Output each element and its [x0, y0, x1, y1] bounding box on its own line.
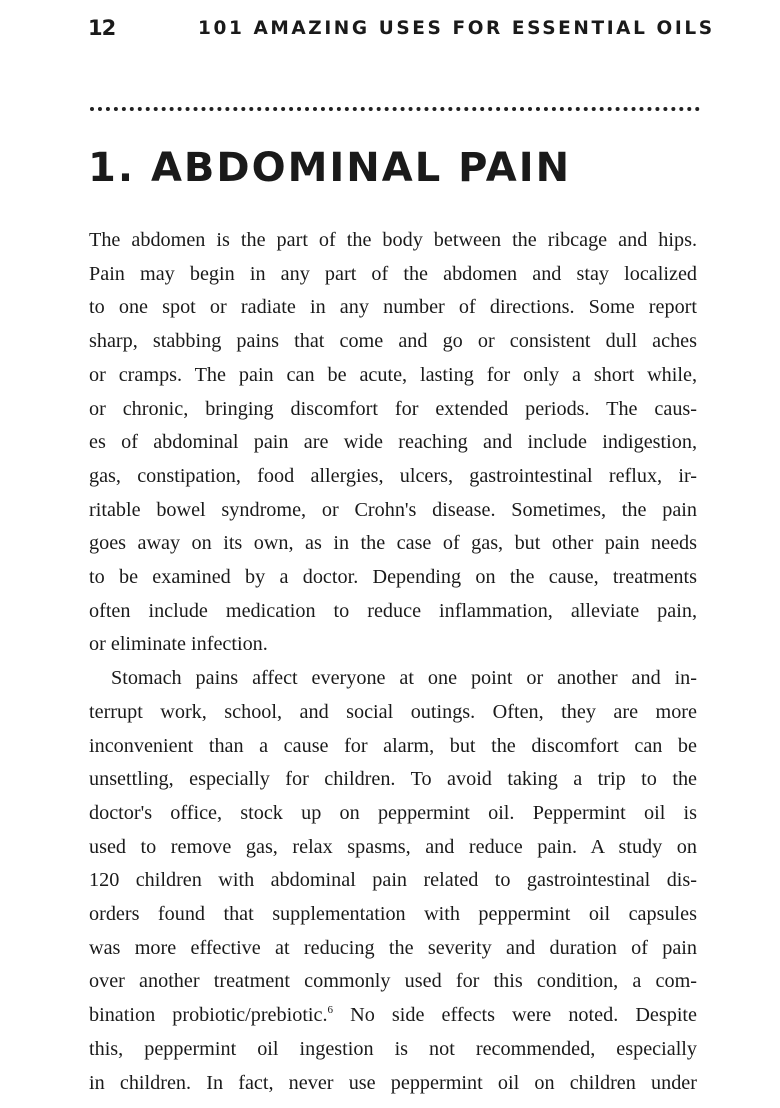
text-line: 120 children with abdominal pain related to gastrointestinal dis-: [89, 869, 697, 892]
text-line: sharp, stabbing pains that come and go or consistent dull aches: [89, 330, 697, 353]
text-line: unsettling, especially for children. To avoid taking a trip to the: [89, 768, 697, 791]
paragraph-1: [89, 224, 697, 662]
text-line: in children. In fact, never use peppermint oil on children under: [89, 1071, 697, 1094]
text-line: this, peppermint oil ingestion is not recommended, especially: [89, 1037, 697, 1060]
text-line: The abdomen is the part of the body between the ribcage and hips.: [89, 229, 697, 251]
book-title: 101 AMAZING USES FOR ESSENTIAL OILS: [198, 18, 715, 39]
body-text: [89, 224, 697, 1100]
text-line: was more effective at reducing the severity and duration of pain: [89, 936, 697, 959]
text-segment: bination probiotic/prebiotic.: [89, 1004, 328, 1027]
text-line: orders found that supplementation with peppermint oil capsules: [89, 903, 697, 926]
text-segment: No side effects were noted. Despite: [333, 1004, 697, 1027]
text-line: doctor's office, stock up on peppermint oil. Peppermint oil is: [89, 801, 697, 824]
page-number: 12: [88, 16, 116, 40]
text-line: ritable bowel syndrome, or Crohn's disease. Sometimes, the pain: [89, 498, 697, 521]
text-line: used to remove gas, relax spasms, and reduce pain. A study on: [89, 835, 697, 858]
text-line: to be examined by a doctor. Depending on the cause, treatments: [89, 566, 697, 589]
text-line: often include medication to reduce inflammation, alleviate pain,: [89, 599, 697, 622]
text-line-with-footnote: [89, 999, 697, 1033]
text-line: or eliminate infection.: [89, 633, 268, 656]
text-line: terrupt work, school, and social outings. Often, they are more: [89, 700, 697, 723]
text-line: Pain may begin in any part of the abdomen and stay localized: [89, 262, 697, 285]
paragraph-2: [89, 662, 697, 1100]
text-line: to one spot or radiate in any number of directions. Some report: [89, 296, 697, 319]
running-header: [88, 14, 715, 44]
text-line: or cramps. The pain can be acute, lasting for only a short while,: [89, 363, 697, 386]
footnote-marker: 6: [327, 1004, 334, 1017]
dotted-divider: [90, 107, 700, 111]
text-line: gas, constipation, food allergies, ulcers, gastrointestinal reflux, ir-: [89, 464, 697, 487]
text-line: inconvenient than a cause for alarm, but the discomfort can be: [89, 734, 697, 757]
text-line: Stomach pains affect everyone at one point or another and in-: [111, 667, 697, 690]
text-line: es of abdominal pain are wide reaching and include indigestion,: [89, 431, 697, 454]
chapter-heading: 1. ABDOMINAL PAIN: [88, 145, 572, 191]
text-line: goes away on its own, as in the case of gas, but other pain needs: [89, 532, 697, 555]
text-line: over another treatment commonly used for this condition, a com-: [89, 970, 697, 993]
text-line: or chronic, bringing discomfort for extended periods. The caus-: [89, 397, 697, 420]
